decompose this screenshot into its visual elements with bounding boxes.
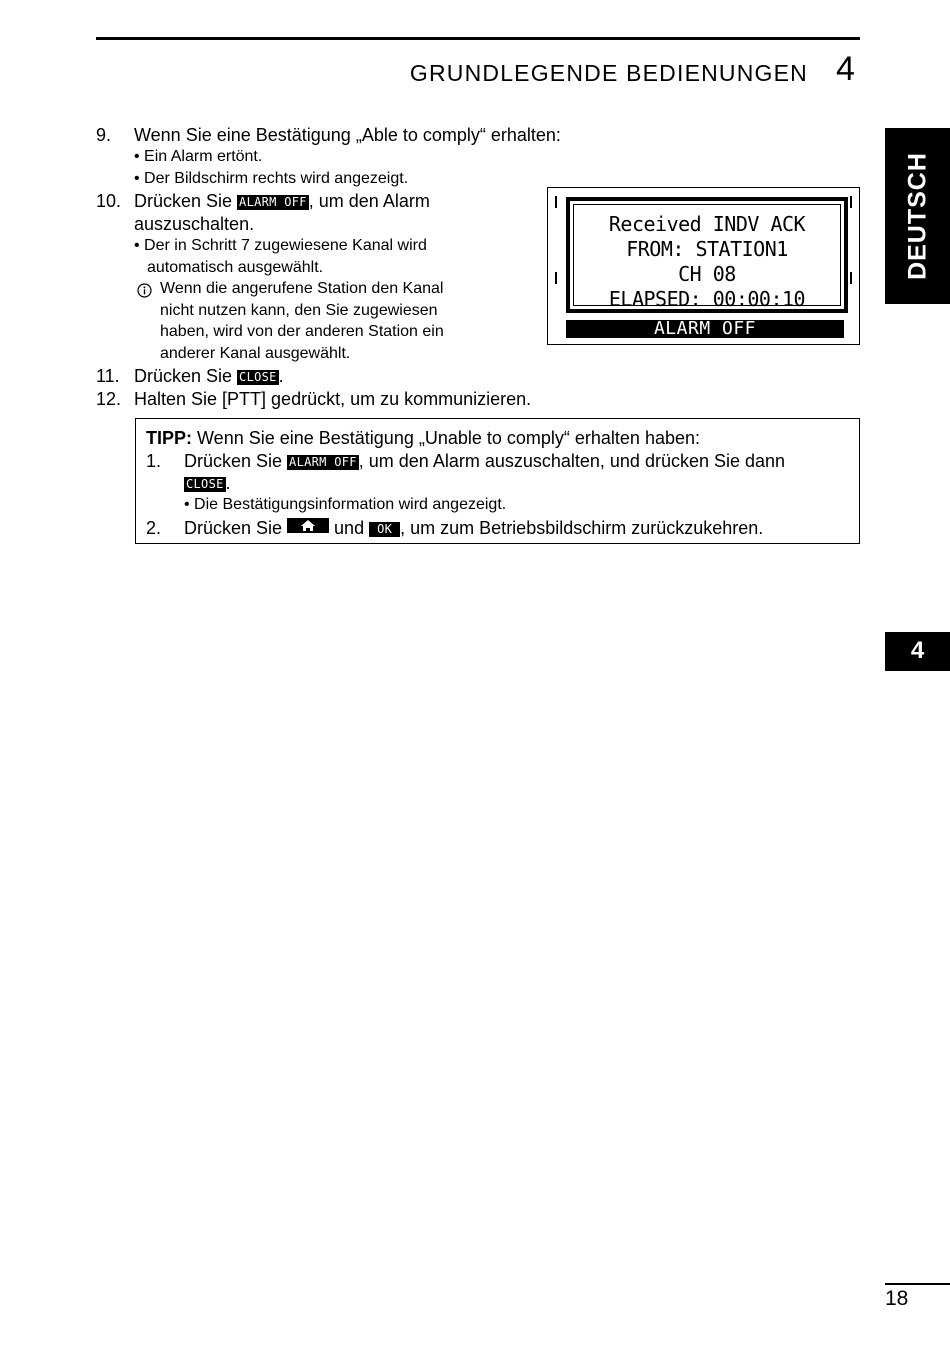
alarm-off-key: ALARM OFF	[289, 455, 357, 469]
lcd-tick	[850, 196, 852, 208]
chapter-number: 4	[836, 50, 855, 88]
step-12-number: 12.	[96, 389, 122, 409]
lcd-tick	[555, 196, 557, 208]
info-icon	[137, 283, 152, 298]
language-tab	[885, 128, 950, 304]
step-10-note-line-3: haben, wird von der anderen Station ein	[160, 323, 444, 340]
tip-text: Wenn Sie eine Bestätigung „Unable to comply“ erhalten haben:	[192, 428, 700, 448]
step-9-text: Wenn Sie eine Bestätigung „Able to comply“ erhalten:	[134, 125, 561, 145]
tip-step-2-pre: Drücken Sie	[184, 518, 288, 538]
lcd-tick	[555, 272, 557, 284]
step-10-bullet-1-cont: automatisch ausgewählt.	[147, 259, 324, 276]
header-rule	[96, 37, 860, 40]
step-10-bullet-1: • Der in Schritt 7 zugewiesene Kanal wird	[134, 237, 427, 254]
step-11-number: 11.	[96, 366, 120, 386]
chapter-tab	[885, 632, 950, 671]
step-10-number: 10.	[96, 191, 122, 211]
alarm-off-key: ALARM OFF	[239, 195, 307, 209]
tip-step-1-text	[184, 451, 785, 472]
lcd-frame	[566, 197, 848, 313]
language-tab-label: DEUTSCH	[903, 152, 931, 280]
lcd-line-4: ELAPSED: 00:00:10	[608, 287, 806, 311]
tip-step-1-post: , um den Alarm auszuschalten, und drücken Sie dann	[358, 451, 786, 471]
tip-label: TIPP:	[146, 428, 193, 448]
step-10-text	[134, 191, 430, 212]
footer-rule	[885, 1283, 950, 1285]
tip-step-2-number: 2.	[146, 518, 162, 538]
tip-step-1-line-2	[184, 473, 231, 494]
chapter-title: GRUNDLEGENDE BEDIENUNGEN	[409, 60, 808, 86]
step-9-bullet-2: • Der Bildschirm rechts wird angezeigt.	[134, 170, 409, 187]
home-icon	[287, 518, 329, 533]
step-9-number: 9.	[96, 125, 112, 145]
step-10-note-line-2: nicht nutzen kann, den Sie zugewiesen	[160, 302, 438, 319]
step-10-pre: Drücken Sie	[134, 191, 238, 211]
tip-step-1-pre: Drücken Sie	[184, 451, 288, 471]
step-11-text	[134, 366, 284, 387]
lcd-tick	[850, 272, 852, 284]
step-10-line-2: auszuschalten.	[134, 214, 255, 234]
step-10-note-line-1: Wenn die angerufene Station den Kanal	[160, 280, 444, 297]
tip-box	[135, 418, 860, 544]
tip-heading	[146, 428, 700, 449]
close-key: CLOSE	[186, 477, 224, 491]
lcd-screen-illustration	[547, 187, 860, 345]
step-9-bullet-1: • Ein Alarm ertönt.	[134, 148, 263, 165]
tip-step-1-bullet: • Die Bestätigungsinformation wird angezeigt.	[184, 496, 507, 513]
step-10-note-line-4: anderer Kanal ausgewählt.	[160, 345, 351, 362]
close-key: CLOSE	[239, 370, 277, 384]
tip-step-1-post-2: .	[225, 473, 231, 493]
lcd-softkey-alarm-off: ALARM OFF	[566, 320, 844, 338]
tip-step-2-text	[184, 518, 763, 539]
lcd-line-1: Received INDV ACK	[608, 212, 806, 236]
step-12-text: Halten Sie [PTT] gedrückt, um zu kommunizieren.	[134, 389, 532, 409]
lcd-line-2: FROM: STATION1	[626, 237, 788, 261]
lcd-line-3: CH 08	[678, 262, 736, 286]
tip-step-2-mid: und	[329, 518, 370, 538]
lcd-inner	[573, 204, 841, 311]
tip-step-1-number: 1.	[146, 451, 162, 471]
ok-key: OK	[369, 522, 400, 537]
page-number: 18	[885, 1287, 909, 1310]
chapter-tab-label: 4	[910, 637, 925, 664]
tip-step-2-post: , um zum Betriebsbildschirm zurückzukehren.	[400, 518, 764, 538]
step-11-pre: Drücken Sie	[134, 366, 238, 386]
step-10-post: , um den Alarm	[308, 191, 430, 211]
step-11-post: .	[278, 366, 284, 386]
